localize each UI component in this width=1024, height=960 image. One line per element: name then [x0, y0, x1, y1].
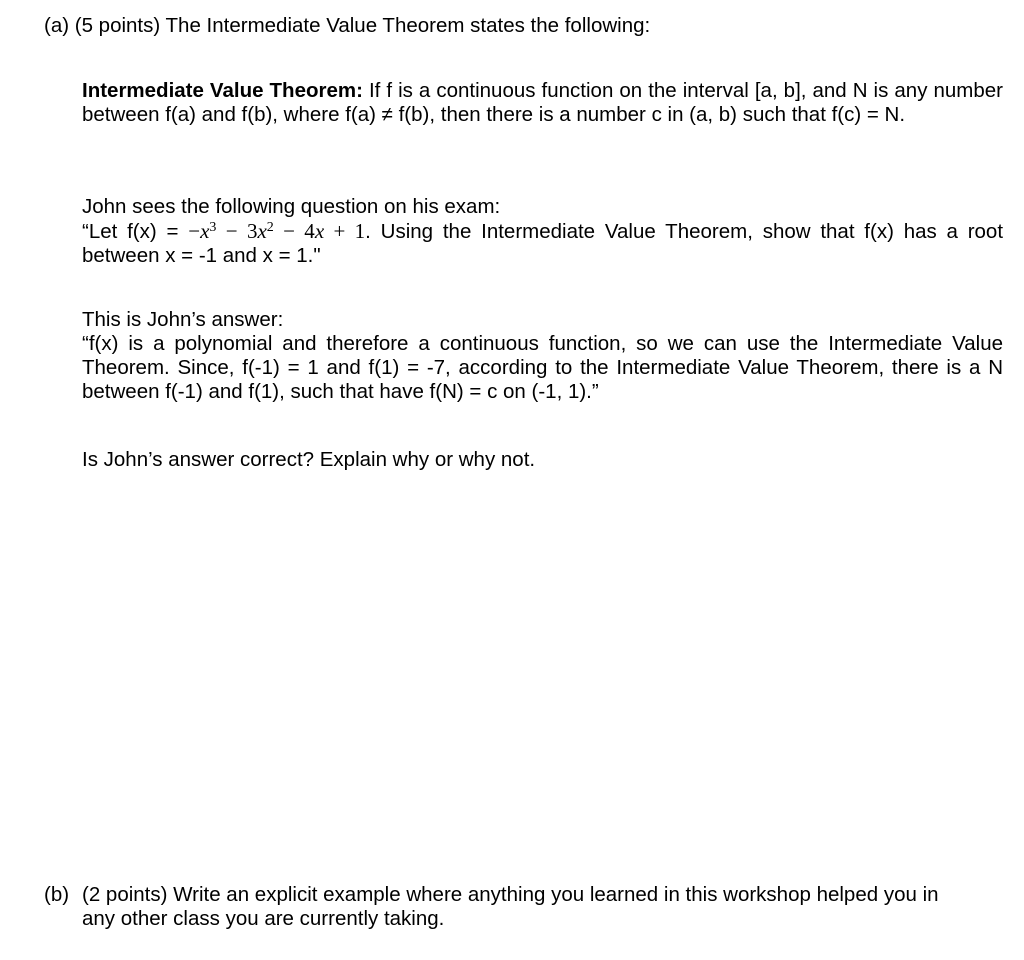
math-term: − 3 [216, 219, 258, 243]
correctness-question: Is John’s answer correct? Explain why or why not. [82, 448, 536, 471]
exam-intro: John sees the following question on his exam: [82, 195, 501, 218]
johns-answer-block [82, 308, 1003, 404]
theorem-name: Intermediate Value Theorem: [82, 79, 363, 102]
math-var: x [257, 219, 267, 243]
question-rest: . Using the Intermediate Value Theorem, show that f(x) has a root between x = -1 and x = 1." [82, 220, 1004, 267]
part-b-line2: any other class you are currently taking. [82, 907, 445, 930]
math-exponent: 2 [266, 220, 274, 235]
part-b-line1: (2 points) Write an explicit example where anything you learned in this workshop helped you in [82, 883, 939, 906]
part-b-question [44, 883, 1004, 931]
exam-question-text [82, 219, 1003, 268]
theorem-body: If f is a continuous function on the interval [a, b], and N is any number between f(a) and f(b), where f(a) ≠ f(b), then there is a number c in (a, b) such that f(c) = N. [82, 79, 1003, 126]
part-b-label: (b) [44, 883, 70, 906]
answer-intro: This is John’s answer: [82, 308, 284, 331]
math-term: − 4 [273, 219, 315, 243]
math-exponent: 3 [209, 220, 217, 235]
math-minus: − [188, 219, 201, 243]
part-a-heading: (a) (5 points) The Intermediate Value Theorem states the following: [44, 14, 651, 37]
math-var: x [200, 219, 210, 243]
math-term: + 1 [324, 219, 366, 243]
math-var: x [314, 219, 325, 243]
question-open: “Let f(x) = [82, 220, 189, 243]
answer-text: “f(x) is a polynomial and therefore a continuous function, so we can use the Intermediate Value Theorem. Since, f(-1) = 1 and f(1) = -7, according to the Intermediate Value Theorem, there is a N between f(-1) and f(1), such that have f(N) = c on (-1, 1).” [82, 332, 1003, 403]
theorem-statement [82, 79, 1003, 127]
exam-question-block [82, 195, 1003, 268]
polynomial-expression [188, 219, 365, 243]
